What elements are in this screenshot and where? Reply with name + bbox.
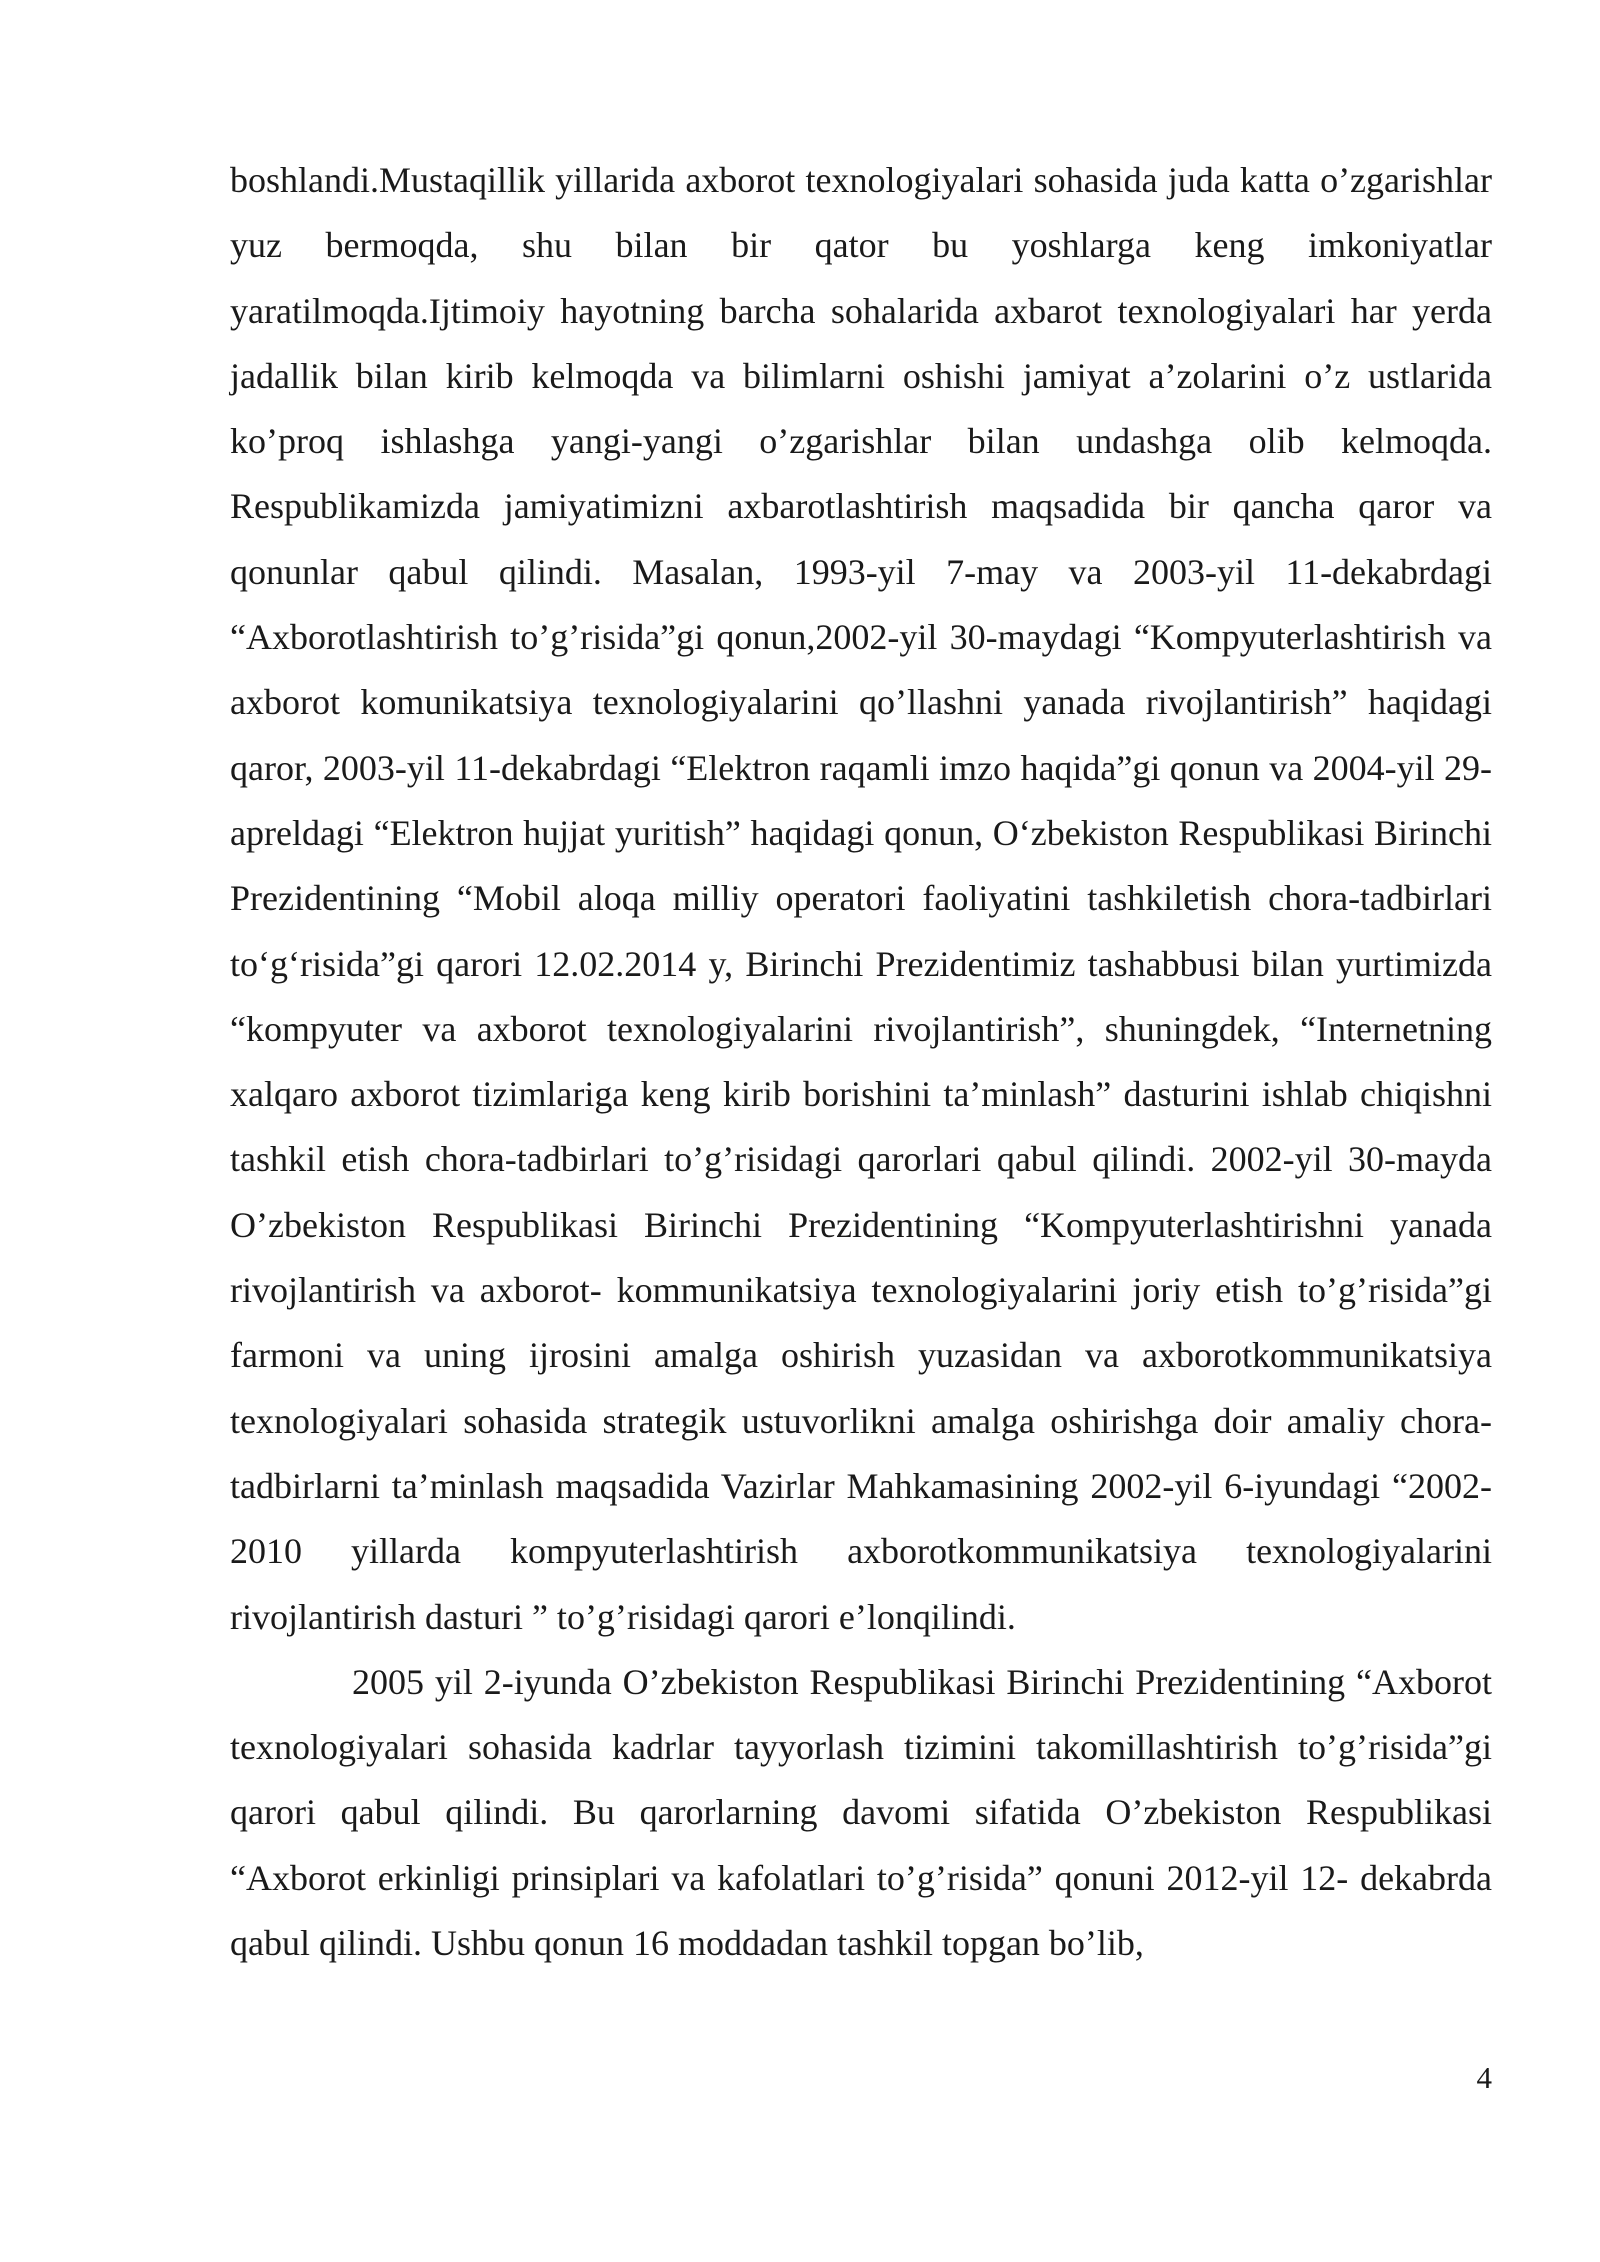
paragraph-1: boshlandi.Mustaqillik yillarida axborot texnologiyalari sohasida juda katta o’zgarishlar yuz bermoqda, shu bilan bir qator bu yoshlarga keng imkoniyatlar yaratilmoqda.Ijtimoiy hayotning barcha sohalarida axbarot texnologiyalari har yerda jadallik bilan kirib kelmoqda va bilimlarni oshishi jamiyat a’zolarini o’z ustlarida ko’proq ishlashga yangi-yangi o’zgarishlar bilan undashga olib kelmoqda. Respublikamizda jamiyatimizni axbarotlashtirish maqsadida bir qancha qaror va qonunlar qabul qilindi. Masalan, 1993-yil 7-may va 2003-yil 11-dekabrdagi “Axborotlashtirish to’g’risida”gi qonun,2002-yil 30-maydagi “Kompyuterlashtirish va axborot komunikatsiya texnologiyalarini qo’llashni yanada rivojlantirish” haqidagi qaror, 2003-yil 11-dekabrdagi “Elektron raqamli imzo haqida”gi qonun va 2004-yil 29-apreldagi “Elektron hujjat yuritish” haqidagi qonun, O‘zbekiston Respublikasi Birinchi Prezidentining “Mobil aloqa milliy operatori faoliyatini tashkiletish chora-tadbirlari to‘g‘risida”gi qarori 12.02.2014 y, Birinchi Prezidentimiz tashabbusi bilan yurtimizda “kompyuter va axborot texnologiyalarini rivojlantirish”, shuningdek, “Internetning xalqaro axborot tizimlariga keng kirib borishini ta’minlash” dasturini ishlab chiqishni tashkil etish chora-tadbirlari to’g’risidagi qarorlari qabul qilindi. 2002-yil 30-mayda O’zbekiston Respublikasi Birinchi Prezidentining “Kompyuterlashtirishni yanada rivojlantirish va axborot- kommunikatsiya texnologiyalarini joriy etish to’g’risida”gi farmoni va uning ijrosini amalga oshirish yuzasidan va axborotkommunikatsiya texnologiyalari sohasida strategik ustuvorlikni amalga oshirishga doir amaliy chora-tadbirlarni ta’minlash maqsadida Vazirlar Mahkamasining 2002-yil 6-iyundagi “2002-2010 yillarda kompyuterlashtirish axborotkommunikatsiya texnologiyalarini rivojlantirish dasturi ” to’g’risidagi qarori e’lonqilindi. <box>230 160 1492 1637</box>
page-number: 4 <box>1476 2060 1492 2095</box>
paragraph-2: 2005 yil 2-iyunda O’zbekiston Respublikasi Birinchi Prezidentining “Axborot texnologiyalari sohasida kadrlar tayyorlash tizimini takomillashtirish to’g’risida”gi qarori qabul qilindi. Bu qarorlarning davomi sifatida O’zbekiston Respublikasi “Axborot erkinligi prinsiplari va kafolatlari to’g’risida” qonuni 2012-yil 12- dekabrda qabul qilindi. Ushbu qonun 16 moddadan tashkil topgan bo’lib, <box>230 1661 1492 1964</box>
body-text <box>230 148 1492 1976</box>
